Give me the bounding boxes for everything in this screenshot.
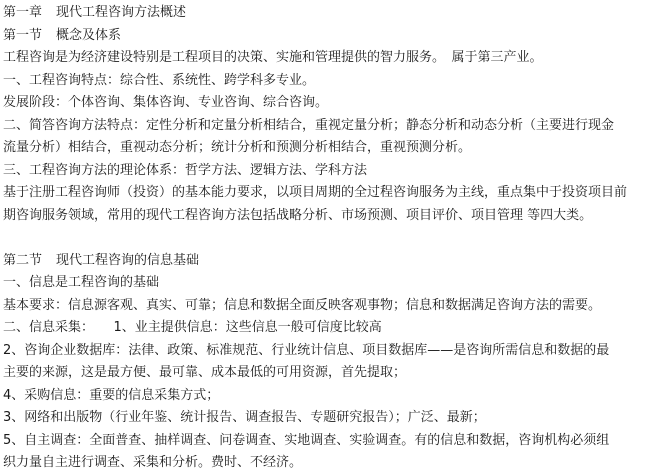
section-2-title: 现代工程咨询的信息基础 xyxy=(56,252,200,268)
section-1-number: 第一节 xyxy=(3,27,43,43)
document-page xyxy=(3,2,663,475)
paragraph-line: 工程咨询是为经济建设特别是工程项目的决策、实施和管理提供的智力服务。 属于第三产业。 xyxy=(3,50,543,65)
paragraph-line: 二、简答咨询方法特点：定性分析和定量分析相结合，重视定量分析；静态分析和动态分析（主要进行现金 xyxy=(3,117,615,133)
section-2-number: 第二节 xyxy=(3,252,43,268)
paragraph-line: 一、工程咨询特点：综合性、系统性、跨学科多专业。 xyxy=(3,72,316,88)
paragraph-line: 期咨询服务领域，常用的现代工程咨询方法包括战略分析、市场预测、项目评价、项目管理 等四大类。 xyxy=(3,207,593,223)
section-1-heading xyxy=(3,25,663,48)
paragraph-line: 三、工程咨询方法的理论体系：哲学方法、逻辑方法、学科方法 xyxy=(3,162,368,178)
paragraph-line: 5、自主调查：全面普查、抽样调查、问卷调查、实地调查、实验调查。有的信息和数据，咨询机构必须组 xyxy=(3,432,610,448)
paragraph-line: 3、网络和出版物（行业年鉴、统计报告、调查报告、专题研究报告）；广泛、最新； xyxy=(3,410,486,425)
chapter-title: 现代工程咨询方法概述 xyxy=(56,5,187,20)
section-1-title: 概念及体系 xyxy=(56,27,122,43)
paragraph-line: 流量分析）相结合，重视动态分析；统计分析和预测分析相结合，重视预测分析。 xyxy=(3,140,472,155)
paragraph-line: 发展阶段：个体咨询、集体咨询、专业咨询、综合咨询。 xyxy=(3,95,329,110)
paragraph-line: 4、采购信息：重要的信息采集方式； xyxy=(3,387,220,403)
paragraph-line: 2、咨询企业数据库：法律、政策、标准规范、行业统计信息、项目数据库——是咨询所需信息和数据的最 xyxy=(3,342,610,358)
paragraph-line: 基本要求：信息源客观、真实、可靠；信息和数据全面反映客观事物；信息和数据满足咨询方法的需要。 xyxy=(3,297,602,313)
paragraph-line: 一、信息是工程咨询的基础 xyxy=(3,275,160,290)
paragraph-line: 基于注册工程咨询师（投资）的基本能力要求，以项目周期的全过程咨询服务为主线，重点集中于投资项目前 xyxy=(3,185,628,200)
chapter-number: 第一章 xyxy=(3,5,43,20)
paragraph-line: 织力量自主进行调查、采集和分析。费时、不经济。 xyxy=(3,455,303,470)
section-2-heading xyxy=(3,250,663,273)
chapter-heading xyxy=(3,2,663,25)
blank-line xyxy=(3,227,663,250)
paragraph-line: 主要的来源，这是最方便、最可靠、成本最低的可用资源，首先提取； xyxy=(3,365,407,380)
paragraph-line: 二、信息采集： 1、业主提供信息：这些信息一般可信度比较高 xyxy=(3,320,382,335)
